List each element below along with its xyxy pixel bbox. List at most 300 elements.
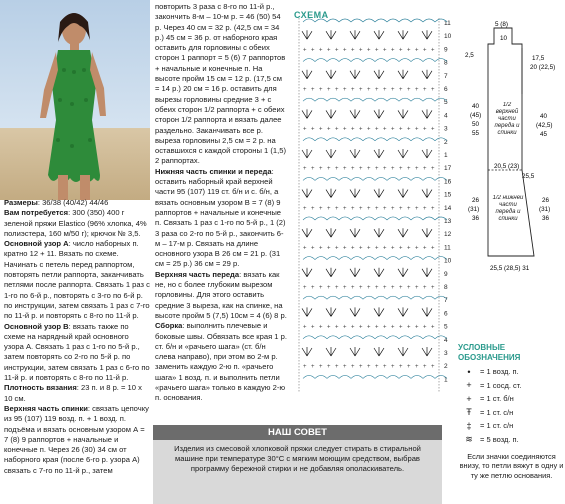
- legend-symbol-icon: ‡: [466, 420, 472, 431]
- chart-sc-stitch: +: [407, 245, 411, 252]
- chart-sc-stitch: +: [423, 47, 427, 54]
- chart-fan-stitch: [374, 189, 384, 198]
- chart-sc-stitch: +: [335, 166, 339, 173]
- chart-row: [303, 86, 448, 93]
- chart-fan-stitch: [422, 149, 432, 158]
- chart-sc-stitch: +: [351, 364, 355, 371]
- chart-sc-stitch: +: [375, 364, 379, 371]
- chart-row-number: 2: [444, 138, 448, 146]
- pattern-b-text: : вязать также по схеме на нарядный край основного узора А. Связать 1 раз с 1-го по 5-й р., затем повторять со 2-го по 5-й р. по инструкции, затем связать 1 раз с 6-го по 11-й р. и повторять с 8-го по 11-й р.: [4, 321, 150, 383]
- chart-sc-stitch: +: [431, 126, 435, 133]
- chart-fan-stitch: [326, 70, 336, 79]
- legend-symbol-icon: ≋: [465, 433, 473, 444]
- chart-fan-stitch: [302, 30, 312, 39]
- chart-sc-stitch: +: [335, 245, 339, 252]
- chart-sc-stitch: +: [327, 47, 331, 54]
- chart-fan-stitch: [398, 307, 408, 316]
- chart-row: [303, 284, 448, 291]
- chart-sc-stitch: +: [319, 364, 323, 371]
- chart-sc-stitch: +: [431, 205, 435, 212]
- chart-sc-stitch: +: [423, 205, 427, 212]
- chart-sc-stitch: +: [383, 324, 387, 331]
- chart-sc-stitch: +: [319, 285, 323, 291]
- chart-row-number: 11: [444, 20, 451, 27]
- chart-title: СХЕМА: [294, 10, 329, 20]
- chart-sc-stitch: +: [391, 285, 395, 291]
- chart-sc-stitch: +: [383, 245, 387, 252]
- chart-fan-stitch: [350, 268, 360, 277]
- chart-fan-stitch: [302, 189, 312, 198]
- chart-sc-stitch: +: [311, 87, 315, 93]
- chart-sc-stitch: +: [407, 47, 411, 54]
- sizes-text: : 36/38 (40/42) 44/46: [37, 198, 109, 207]
- chart-sc-stitch: +: [415, 47, 419, 54]
- chart-sc-stitch: +: [303, 126, 307, 133]
- chart-sc-stitch: +: [359, 47, 363, 54]
- chart-sc-stitch: +: [303, 205, 307, 212]
- legend-item: [458, 433, 565, 447]
- chart-row-number: 16: [444, 178, 452, 186]
- sizes-label: Размеры: [4, 198, 38, 207]
- dim-lower-width-b: (23): [508, 163, 520, 170]
- chart-chain-arcs: [303, 296, 447, 299]
- chart-sc-stitch: +: [351, 47, 355, 54]
- chart-fan-stitch: [398, 149, 408, 158]
- chart-sc-stitch: +: [319, 324, 323, 331]
- chart-sc-stitch: +: [375, 47, 379, 54]
- chart-chain-arcs: [303, 336, 447, 339]
- chart-fan-stitch: [326, 30, 336, 39]
- chart-fan-stitch: [422, 30, 432, 39]
- upper-piece-label: 1/2 верхней части переда и спинки: [494, 102, 520, 136]
- chart-sc-stitch: +: [367, 285, 371, 291]
- dim-height-left-c: 50: [472, 121, 480, 128]
- chart-fan-stitch: [326, 109, 336, 118]
- chart-sc-stitch: +: [343, 205, 347, 212]
- chart-sc-stitch: +: [391, 205, 395, 212]
- dim-height-left-a: 40: [472, 103, 480, 110]
- chart-sc-stitch: +: [359, 205, 363, 212]
- legend-title-2: ОБОЗНАЧЕНИЯ: [458, 352, 521, 362]
- chart-fan-stitch: [350, 189, 360, 198]
- legend-item: [458, 379, 565, 393]
- dim-height-right-b: (42,5): [536, 122, 553, 129]
- chart-sc-stitch: +: [327, 205, 331, 212]
- chart-row: [303, 336, 448, 344]
- dim-lower-width-c: 25,5: [522, 173, 535, 180]
- legend-note: Если значки соединяются внизу, то петли вяжут в одну и ту же петлю основания.: [459, 452, 564, 480]
- chart-fan-stitch: [326, 228, 336, 237]
- chart-sc-stitch: +: [423, 126, 427, 133]
- chart-sc-stitch: +: [311, 245, 315, 252]
- chart-sc-stitch: +: [335, 364, 339, 371]
- chart-fan-stitch: [302, 228, 312, 237]
- chart-row-number: 3: [444, 125, 448, 133]
- chart-fan-stitch: [422, 70, 432, 79]
- chart-row: [303, 375, 448, 383]
- chart-fan-stitch: [398, 70, 408, 79]
- chart-row-number: 10: [444, 257, 452, 265]
- chart-sc-stitch: +: [359, 245, 363, 252]
- dim-lower-right-c: 36: [542, 215, 550, 222]
- chart-chain-arcs: [303, 177, 447, 180]
- legend-title-1: УСЛОВНЫЕ: [458, 343, 506, 352]
- chart-sc-stitch: +: [391, 126, 395, 133]
- chart-sc-stitch: +: [375, 126, 379, 133]
- chart-row: [303, 205, 452, 212]
- chart-row-number: 17: [444, 165, 452, 173]
- chart-sc-stitch: +: [303, 285, 307, 291]
- chart-fan-stitch: [350, 70, 360, 79]
- chart-row: [303, 177, 452, 185]
- tip-panel: [153, 425, 442, 504]
- yarn-label: Вам потребуется: [4, 208, 69, 218]
- chart-sc-stitch: +: [335, 126, 339, 133]
- dim-lower-left-b: (31): [468, 206, 480, 213]
- chart-fan-stitch: [326, 268, 336, 277]
- chart-row: [303, 363, 448, 370]
- dim-neck-width-b: 10: [500, 35, 508, 42]
- chart-sc-stitch: +: [399, 245, 403, 252]
- chart-sc-stitch: +: [383, 205, 387, 212]
- chart-sc-stitch: +: [415, 87, 419, 93]
- chart-row-number: 13: [444, 218, 452, 225]
- chart-row: [302, 189, 452, 199]
- chart-fan-stitch: [374, 307, 384, 316]
- chart-row-number: 15: [444, 191, 452, 199]
- chart-fan-stitch: [302, 268, 312, 277]
- chart-sc-stitch: +: [311, 47, 315, 54]
- chart-sc-stitch: +: [415, 205, 419, 212]
- chart-row: [302, 70, 448, 80]
- density-label: Плотность вязания: [4, 383, 77, 393]
- chart-sc-stitch: +: [391, 166, 395, 173]
- chart-row-number: 10: [444, 33, 452, 41]
- chart-sc-stitch: +: [399, 324, 403, 331]
- chart-sc-stitch: +: [311, 364, 315, 371]
- chart-sc-stitch: +: [383, 285, 387, 291]
- chart-row: [303, 165, 452, 172]
- chart-row: [303, 324, 448, 331]
- chart-row: [303, 98, 448, 106]
- chart-sc-stitch: +: [319, 87, 323, 93]
- chart-fan-stitch: [350, 149, 360, 158]
- chart-sc-stitch: +: [343, 166, 347, 173]
- lower-part-label: Нижняя часть спинки и переда: [155, 166, 272, 176]
- chart-sc-stitch: +: [375, 285, 379, 291]
- chart-sc-stitch: +: [383, 166, 387, 173]
- chart-row: [303, 217, 452, 225]
- chart-fan-stitch: [398, 228, 408, 237]
- chart-fan-stitch: [326, 307, 336, 316]
- chart-fan-stitch: [374, 268, 384, 277]
- chart-fan-stitch: [422, 228, 432, 237]
- crochet-chart: [289, 0, 457, 395]
- chart-fan-stitch: [398, 268, 408, 277]
- chart-sc-stitch: +: [407, 126, 411, 133]
- dim-bottom-width: 25,5 (28,5) 31: [490, 265, 530, 272]
- front-top-text: : вязать как не, но с более глубоким вырезом горловины. Для этого оставить средние 3 выреза, как на спинке, на высоте пройм 5 (7,5) 10см = 4 (6) 8 р.: [155, 269, 287, 320]
- chart-row: [303, 244, 451, 251]
- back-top-label: Верхняя часть спинки: [4, 403, 88, 413]
- chart-fan-stitch: [422, 307, 432, 316]
- chart-sc-stitch: +: [407, 166, 411, 173]
- chart-sc-stitch: +: [399, 364, 403, 371]
- chart-sc-stitch: +: [351, 285, 355, 291]
- chart-sc-stitch: +: [335, 87, 339, 93]
- chart-sc-stitch: +: [367, 205, 371, 212]
- dim-height-left-b: (45): [470, 112, 482, 119]
- chart-sc-stitch: +: [343, 245, 347, 252]
- pattern-b-label: Основной узор В: [4, 321, 69, 331]
- chart-chain-arcs: [303, 375, 447, 378]
- chart-fan-stitch: [302, 109, 312, 118]
- dim-height-right-c: 45: [540, 131, 548, 138]
- chart-fan-stitch: [398, 109, 408, 118]
- dim-lower-left-a: 26: [472, 197, 480, 204]
- chart-sc-stitch: +: [375, 205, 379, 212]
- chart-sc-stitch: +: [311, 166, 315, 173]
- chart-row-number: 1: [444, 152, 448, 159]
- dim-top-left: 2,5: [465, 52, 474, 59]
- legend-item: [458, 392, 565, 406]
- chart-sc-stitch: +: [399, 126, 403, 133]
- chart-sc-stitch: +: [351, 87, 355, 93]
- chart-sc-stitch: +: [367, 126, 371, 133]
- chart-sc-stitch: +: [303, 166, 307, 173]
- yarn-text: : 300 (350) 400 г зеленой пряжи Elastico (96% хлопка, 4% полиэстера, 160 м/50 г); крючок № 3,5.: [4, 208, 147, 238]
- chart-fan-stitch: [302, 347, 312, 356]
- chart-sc-stitch: +: [335, 205, 339, 212]
- legend-item: [458, 419, 565, 433]
- chart-row-number: 4: [444, 336, 448, 344]
- chart-sc-stitch: +: [319, 166, 323, 173]
- chart-row-number: 12: [444, 231, 452, 239]
- chart-sc-stitch: +: [375, 166, 379, 173]
- chart-sc-stitch: +: [423, 166, 427, 173]
- chart-fan-stitch: [350, 307, 360, 316]
- chart-sc-stitch: +: [431, 324, 435, 331]
- chart-row: [303, 296, 448, 304]
- chart-sc-stitch: +: [399, 205, 403, 212]
- chart-fan-stitch: [326, 189, 336, 198]
- chart-sc-stitch: +: [391, 324, 395, 331]
- dim-lower-right-b: (31): [539, 206, 551, 213]
- chart-sc-stitch: +: [327, 324, 331, 331]
- chart-sc-stitch: +: [335, 47, 339, 54]
- instructions-column-2: [155, 2, 287, 404]
- dim-lower-left-c: 36: [472, 215, 480, 222]
- chart-sc-stitch: +: [431, 245, 435, 252]
- chart-sc-stitch: +: [343, 87, 347, 93]
- tip-heading: НАШ СОВЕТ: [153, 425, 442, 440]
- chart-sc-stitch: +: [407, 285, 411, 291]
- lower-piece-label: 1/2 нижней части переда и спинки: [492, 195, 524, 222]
- tip-text: Изделия из смесовой хлопковой пряжи следует стирать в стиральной машине при температуре 30°C с мягким моющим средством, выбрав программу бережной стирки и не добавляя ополаскиватель.: [174, 444, 421, 473]
- chart-sc-stitch: +: [343, 126, 347, 133]
- chart-sc-stitch: +: [367, 324, 371, 331]
- chart-sc-stitch: +: [415, 245, 419, 252]
- chart-sc-stitch: +: [319, 126, 323, 133]
- chart-sc-stitch: +: [359, 285, 363, 291]
- chart-sc-stitch: +: [431, 87, 435, 93]
- chart-chain-arcs: [303, 257, 447, 260]
- chart-sc-stitch: +: [431, 166, 435, 173]
- chart-row-number: 6: [444, 310, 448, 318]
- pattern-a-text: : число наборных п. кратно 12 + 11. Вязать по схеме. Начинать с петель перед раппортом, повторять петли раппорта, заканчивать петлями после раппорта. Связать 1 раз с 1-го по 6-й р., повторять с 3-го по 6-й р. по инструкции, затем связать 1 раз с 7-го по 11-й р. и повторять с 8-го по 11-й р.: [4, 239, 150, 321]
- chart-sc-stitch: +: [367, 166, 371, 173]
- chart-sc-stitch: +: [399, 87, 403, 93]
- chart-sc-stitch: +: [303, 47, 307, 54]
- density-text: : 23 п. и 8 р. = 10 х 10 см.: [4, 383, 142, 403]
- chart-sc-stitch: +: [423, 285, 427, 291]
- chart-sc-stitch: +: [423, 245, 427, 252]
- chart-sc-stitch: +: [327, 126, 331, 133]
- chart-row: [303, 19, 451, 27]
- legend-text: = 1 ст. с/н: [480, 421, 514, 431]
- chart-fan-stitch: [350, 30, 360, 39]
- chart-sc-stitch: +: [407, 87, 411, 93]
- legend-item: [458, 365, 565, 379]
- legend: [458, 343, 565, 480]
- chart-sc-stitch: +: [319, 47, 323, 54]
- chart-sc-stitch: +: [407, 324, 411, 331]
- chart-sc-stitch: +: [367, 364, 371, 371]
- chart-sc-stitch: +: [303, 324, 307, 331]
- chart-sc-stitch: +: [311, 205, 315, 212]
- chart-row-number: 11: [444, 244, 451, 252]
- chart-sc-stitch: +: [359, 324, 363, 331]
- instructions-column-1: [4, 198, 150, 476]
- front-top-label: Верхняя часть переда: [155, 269, 240, 279]
- dim-armhole-b: 20 (22,5): [530, 64, 556, 71]
- chart-sc-stitch: +: [327, 245, 331, 252]
- chart-sc-stitch: +: [415, 324, 419, 331]
- back-top-text: : связать цепочку из 95 (107) 119 возд. п. + 1 возд. п. подъёма и вязать основным узором А = 7 (8) 9 раппортов + начальные и конечные п. Через 26 (30) 34 см от наборного края (после 6-го р. узора А) связать с 7-го по 11-й р., затем: [4, 403, 149, 475]
- chart-chain-arcs: [303, 98, 447, 101]
- chart-fan-stitch: [398, 189, 408, 198]
- chart-fan-stitch: [398, 30, 408, 39]
- chart-sc-stitch: +: [343, 47, 347, 54]
- chart-sc-stitch: +: [367, 47, 371, 54]
- chart-fan-stitch: [326, 347, 336, 356]
- chart-row: [303, 59, 448, 67]
- chart-sc-stitch: +: [303, 87, 307, 93]
- chart-sc-stitch: +: [391, 364, 395, 371]
- chart-row: [303, 257, 452, 265]
- chart-sc-stitch: +: [423, 324, 427, 331]
- chart-sc-stitch: +: [391, 47, 395, 54]
- legend-text: = 5 возд. п.: [480, 434, 519, 444]
- chart-sc-stitch: +: [391, 87, 395, 93]
- chart-row-number: 14: [444, 204, 452, 212]
- dim-armhole-a: 17,5: [532, 55, 545, 62]
- legend-text: = 1 возд. п.: [480, 367, 519, 377]
- chart-sc-stitch: +: [351, 126, 355, 133]
- chart-sc-stitch: +: [415, 166, 419, 173]
- chart-chain-arcs: [303, 59, 447, 62]
- chart-row-number: 2: [444, 363, 448, 371]
- chart-sc-stitch: +: [391, 245, 395, 252]
- chart-fan-stitch: [398, 347, 408, 356]
- chart-sc-stitch: +: [415, 126, 419, 133]
- chart-sc-stitch: +: [399, 47, 403, 54]
- chart-sc-stitch: +: [383, 87, 387, 93]
- legend-symbol-icon: +: [466, 393, 472, 404]
- chart-row-number: 6: [444, 86, 448, 93]
- chart-sc-stitch: +: [423, 87, 427, 93]
- chart-row-number: 5: [444, 99, 448, 107]
- chart-sc-stitch: +: [375, 245, 379, 252]
- chart-fan-stitch: [374, 30, 384, 39]
- chart-row-number: 9: [444, 46, 448, 54]
- chart-row-number: 1: [444, 376, 448, 384]
- chart-row-number: 3: [444, 350, 448, 357]
- legend-symbol-icon: Ŧ: [466, 407, 472, 418]
- chart-sc-stitch: +: [303, 245, 307, 252]
- chart-chain-arcs: [303, 19, 447, 22]
- chart-sc-stitch: +: [375, 87, 379, 93]
- garment-schematic: [460, 20, 565, 280]
- legend-text: = 1 ст. б/н: [480, 394, 514, 404]
- chart-sc-stitch: +: [335, 285, 339, 291]
- chart-sc-stitch: +: [383, 126, 387, 133]
- chart-sc-stitch: +: [359, 87, 363, 93]
- chart-row-number: 8: [444, 59, 448, 67]
- chart-row-number: 7: [444, 297, 448, 305]
- chart-sc-stitch: +: [423, 364, 427, 371]
- chart-row: [302, 228, 452, 238]
- chart-sc-stitch: +: [335, 324, 339, 331]
- chart-sc-stitch: +: [431, 364, 435, 371]
- chart-sc-stitch: +: [343, 364, 347, 371]
- model-photo: [0, 0, 150, 200]
- chart-row: [303, 46, 448, 53]
- chart-fan-stitch: [350, 347, 360, 356]
- chart-row: [302, 149, 448, 159]
- chart-row: [302, 347, 448, 357]
- chart-fan-stitch: [422, 347, 432, 356]
- lower-part-text: : оставить наборный край верхней части 95 (107) 119 ст. б/н и с. б/н, а вязать основным узором В = 7 (8) 9 раппортов + начальные и конечные п. Связать 1 раз с 1-го по 5-й р., 1 (2) 3 раза со 2-го по 5-й р., закончить 6-м – 17-м р. Связать на длине основного узора В 26 см = 21 р. (31 см = 25 р.) 36 см = 29 р.: [155, 166, 286, 269]
- chart-sc-stitch: +: [407, 364, 411, 371]
- chart-sc-stitch: +: [367, 245, 371, 252]
- chart-sc-stitch: +: [375, 324, 379, 331]
- legend-text: = 1 ст. с/н: [480, 407, 514, 417]
- legend-symbol-icon: •: [467, 366, 471, 377]
- chart-sc-stitch: +: [383, 364, 387, 371]
- chart-row-number: 9: [444, 270, 448, 278]
- assembly-label: Сборка: [155, 321, 183, 331]
- chart-sc-stitch: +: [311, 126, 315, 133]
- chart-sc-stitch: +: [367, 87, 371, 93]
- chart-sc-stitch: +: [319, 245, 323, 252]
- chart-sc-stitch: +: [407, 205, 411, 212]
- chart-fan-stitch: [302, 307, 312, 316]
- chart-sc-stitch: +: [319, 205, 323, 212]
- chart-sc-stitch: +: [383, 47, 387, 54]
- dim-neck-width: 5 (8): [495, 21, 508, 28]
- chart-sc-stitch: +: [431, 285, 435, 291]
- chart-sc-stitch: +: [327, 364, 331, 371]
- chart-sc-stitch: +: [327, 87, 331, 93]
- dim-lower-width-a: 20,5: [494, 163, 507, 170]
- chart-sc-stitch: +: [399, 166, 403, 173]
- chart-sc-stitch: +: [399, 285, 403, 291]
- dim-height-right-a: 40: [540, 113, 548, 120]
- chart-row: [303, 126, 448, 133]
- chart-row-number: 7: [444, 72, 448, 80]
- chart-row: [302, 30, 452, 40]
